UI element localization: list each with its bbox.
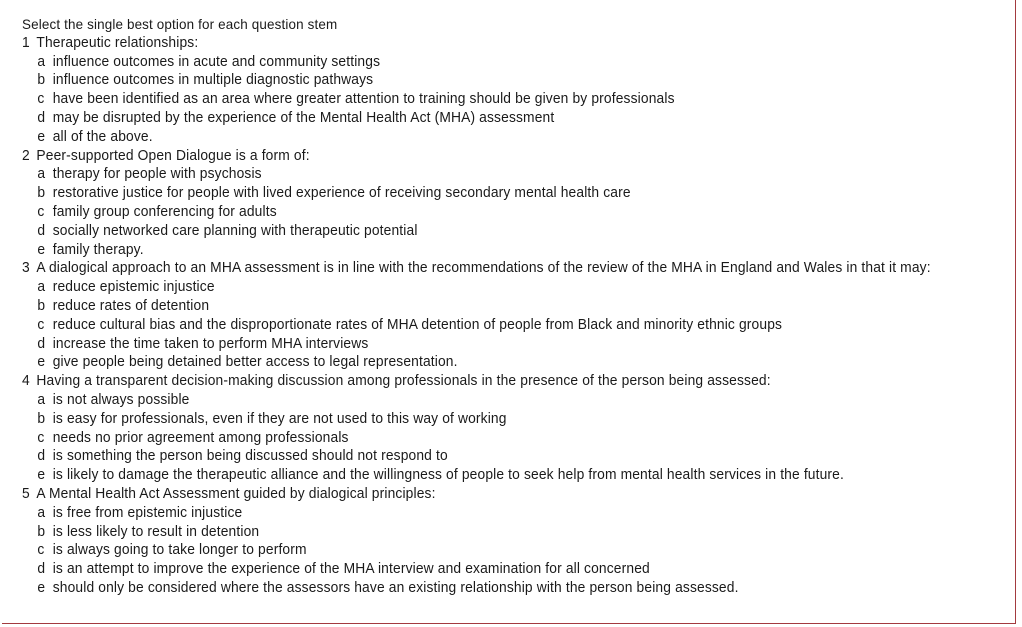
option-letter: b xyxy=(37,523,46,540)
mcq-content xyxy=(22,15,972,598)
question-5-option-b xyxy=(22,523,972,542)
question-3-option-e xyxy=(22,353,972,372)
question-4-stem xyxy=(22,372,972,391)
option-text: is free from epistemic injustice xyxy=(52,504,243,521)
question-4-option-c xyxy=(22,429,972,448)
option-text: socially networked care planning with therapeutic potential xyxy=(52,222,418,239)
question-number: 2 xyxy=(22,147,30,164)
instruction-text: Select the single best option for each question stem xyxy=(22,16,338,32)
question-5-option-e xyxy=(22,579,972,598)
question-stem-text: Having a transparent decision-making discussion among professionals in the presence of the person being assessed: xyxy=(36,373,771,390)
option-letter: a xyxy=(37,279,46,296)
option-text: family group conferencing for adults xyxy=(52,203,277,220)
question-2-option-b xyxy=(22,184,972,203)
question-4-option-a xyxy=(22,391,972,410)
option-text: is likely to damage the therapeutic alliance and the willingness of people to seek help from mental health services in the future. xyxy=(52,467,845,484)
question-5-option-a xyxy=(22,504,972,523)
question-2-option-c xyxy=(22,203,972,222)
question-4-option-d xyxy=(22,447,972,466)
question-3-option-b xyxy=(22,297,972,316)
option-letter: a xyxy=(37,53,46,70)
question-1-option-d xyxy=(22,109,972,128)
question-3-option-c xyxy=(22,316,972,335)
question-3-option-a xyxy=(22,278,972,297)
option-text: therapy for people with psychosis xyxy=(52,166,262,183)
option-letter: c xyxy=(37,429,45,446)
option-text: reduce rates of detention xyxy=(52,297,210,314)
option-letter: c xyxy=(37,203,45,220)
option-text: influence outcomes in multiple diagnostic pathways xyxy=(52,72,374,89)
option-text: reduce cultural bias and the disproportionate rates of MHA detention of people from Black and minority ethnic groups xyxy=(52,316,783,333)
option-letter: d xyxy=(37,448,46,465)
option-letter: e xyxy=(37,354,46,371)
option-letter: a xyxy=(37,166,46,183)
option-text: may be disrupted by the experience of the Mental Health Act (MHA) assessment xyxy=(52,109,555,126)
question-stem-text: Peer-supported Open Dialogue is a form of: xyxy=(36,147,310,164)
option-letter: e xyxy=(37,128,46,145)
question-stem-text: A dialogical approach to an MHA assessment is in line with the recommendations of the review of the MHA in England and Wales in that it may: xyxy=(36,260,931,277)
question-stem-text: Therapeutic relationships: xyxy=(36,34,199,51)
question-number: 4 xyxy=(22,373,30,390)
question-5-option-c xyxy=(22,541,972,560)
option-text: is an attempt to improve the experience of the MHA interview and examination for all concerned xyxy=(52,561,650,578)
question-number: 1 xyxy=(22,34,30,51)
mcq-box xyxy=(2,0,1016,624)
question-1-option-a xyxy=(22,53,972,72)
question-1-option-b xyxy=(22,71,972,90)
option-text: is something the person being discussed should not respond to xyxy=(52,448,448,465)
question-1-stem xyxy=(22,34,972,53)
option-text: have been identified as an area where greater attention to training should be given by professionals xyxy=(52,91,675,108)
option-letter: c xyxy=(37,316,45,333)
option-text: is less likely to result in detention xyxy=(52,523,260,540)
option-text: reduce epistemic injustice xyxy=(52,279,215,296)
question-number: 3 xyxy=(22,260,30,277)
option-letter: a xyxy=(37,391,46,408)
option-text: is easy for professionals, even if they are not used to this way of working xyxy=(52,410,507,427)
question-stem-text: A Mental Health Act Assessment guided by dialogical principles: xyxy=(36,485,436,502)
option-text: restorative justice for people with lived experience of receiving secondary mental health care xyxy=(52,185,631,202)
question-2-option-d xyxy=(22,222,972,241)
option-letter: d xyxy=(37,109,46,126)
option-text: should only be considered where the assessors have an existing relationship with the person being assessed. xyxy=(52,579,739,596)
option-text: all of the above. xyxy=(52,128,153,145)
question-2-option-a xyxy=(22,165,972,184)
question-3-option-d xyxy=(22,335,972,354)
option-text: needs no prior agreement among professionals xyxy=(52,429,349,446)
option-text: is not always possible xyxy=(52,391,190,408)
question-1-option-c xyxy=(22,90,972,109)
option-letter: b xyxy=(37,72,46,89)
question-list xyxy=(22,34,972,598)
option-letter: e xyxy=(37,241,46,258)
option-letter: d xyxy=(37,222,46,239)
option-text: give people being detained better access to legal representation. xyxy=(52,354,458,371)
question-2-option-e xyxy=(22,241,972,260)
option-letter: d xyxy=(37,561,46,578)
question-3-stem xyxy=(22,259,972,278)
question-5-stem xyxy=(22,485,972,504)
option-letter: d xyxy=(37,335,46,352)
option-text: increase the time taken to perform MHA interviews xyxy=(52,335,369,352)
option-text: is always going to take longer to perform xyxy=(52,542,307,559)
option-text: influence outcomes in acute and community settings xyxy=(52,53,381,70)
option-letter: c xyxy=(37,91,45,108)
question-4-option-e xyxy=(22,466,972,485)
option-letter: c xyxy=(37,542,45,559)
option-letter: a xyxy=(37,504,46,521)
question-number: 5 xyxy=(22,485,30,502)
question-1-option-e xyxy=(22,128,972,147)
option-letter: b xyxy=(37,410,46,427)
option-letter: b xyxy=(37,185,46,202)
question-4-option-b xyxy=(22,410,972,429)
option-letter: b xyxy=(37,297,46,314)
question-5-option-d xyxy=(22,560,972,579)
question-2-stem xyxy=(22,147,972,166)
option-letter: e xyxy=(37,579,46,596)
option-text: family therapy. xyxy=(52,241,144,258)
option-letter: e xyxy=(37,467,46,484)
